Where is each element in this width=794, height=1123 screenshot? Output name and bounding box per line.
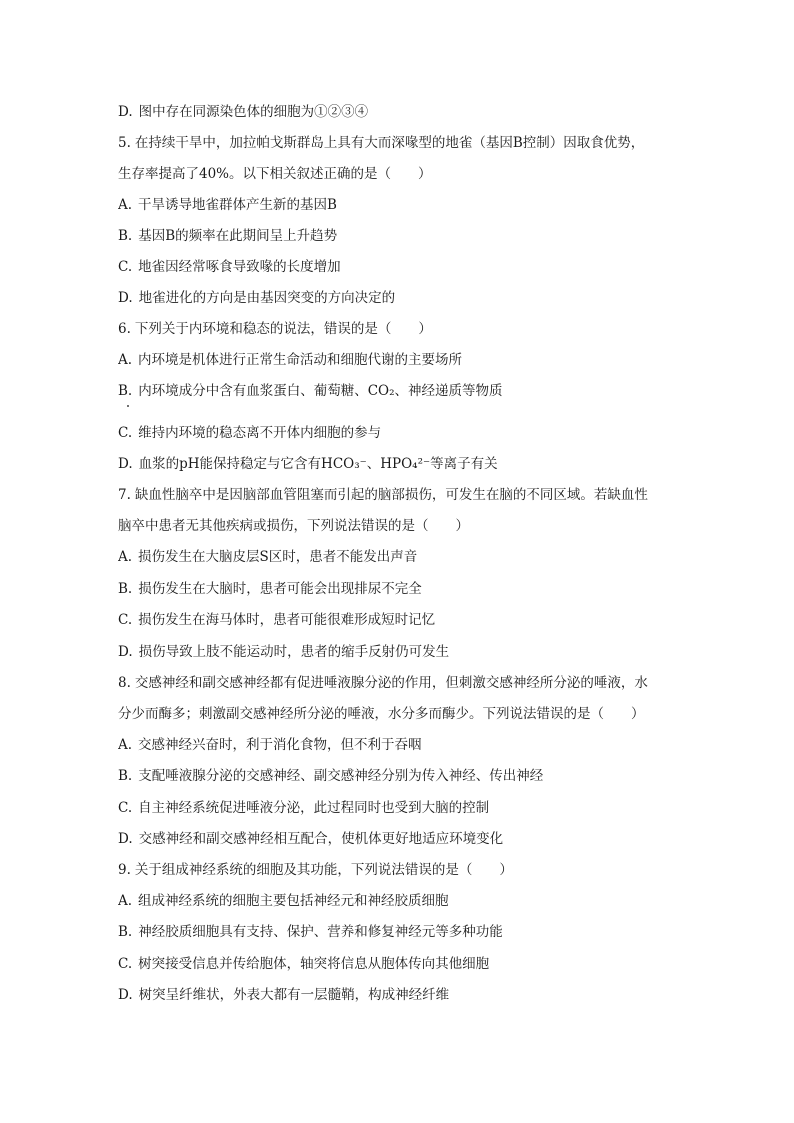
question-5-stem-cont: 生存率提高了40%。以下相关叙述正确的是（ ） <box>118 166 432 182</box>
q8-option-c: C. 自主神经系统促进唾液分泌，此过程同时也受到大脑的控制 <box>118 800 490 816</box>
q7-option-a: A. 损伤发生在大脑皮层S区时，患者不能发出声音 <box>118 549 418 565</box>
q5-option-b: B. 基因B的频率在此期间呈上升趋势 <box>118 228 338 244</box>
q9-option-d: D. 树突呈纤维状，外表大都有一层髓鞘，构成神经纤维 <box>118 987 450 1003</box>
q6-option-d: D. 血浆的pH能保持稳定与它含有HCO₃⁻、HPO₄²⁻等离子有关 <box>118 456 498 472</box>
q9-option-b: B. 神经胶质细胞具有支持、保护、营养和修复神经元等多种功能 <box>118 924 503 940</box>
q5-option-d: D. 地雀进化的方向是由基因突变的方向决定的 <box>118 290 396 306</box>
q6-option-b: B. 内环境成分中含有血浆蛋白、葡萄糖、CO₂、神经递质等物质 <box>118 383 503 399</box>
q7-option-d: D. 损伤导致上肢不能运动时，患者的缩手反射仍可发生 <box>118 644 450 660</box>
q6-option-a: A. 内环境是机体进行正常生命活动和细胞代谢的主要场所 <box>118 352 463 368</box>
q7-option-b: B. 损伤发生在大脑时，患者可能会出现排尿不完全 <box>118 581 422 597</box>
question-8-stem-cont: 分少而酶多；刺激副交感神经所分泌的唾液，水分多而酶少。下列说法错误的是（ ） <box>118 706 645 722</box>
question-6-stem: 6. 下列关于内环境和稳态的说法，错误的是（ ） <box>118 321 432 337</box>
q8-option-b: B. 支配唾液腺分泌的交感神经、副交感神经分别为传入神经、传出神经 <box>118 768 544 784</box>
q8-option-a: A. 交感神经兴奋时，利于消化食物，但不利于吞咽 <box>118 737 422 753</box>
question-9-stem: 9. 关于组成神经系统的细胞及其功能，下列说法错误的是（ ） <box>118 862 513 878</box>
q6-option-c: C. 维持内环境的稳态离不开体内细胞的参与 <box>118 425 382 441</box>
question-7-stem: 7. 缺血性脑卒中是因脑部血管阻塞而引起的脑部损伤，可发生在脑的不同区域。若缺血性 <box>118 487 648 503</box>
stray-dot <box>127 405 129 407</box>
q5-option-a: A. 干旱诱导地雀群体产生新的基因B <box>118 197 337 213</box>
q5-option-c: C. 地雀因经常啄食导致喙的长度增加 <box>118 259 341 275</box>
q9-option-a: A. 组成神经系统的细胞主要包括神经元和神经胶质细胞 <box>118 893 449 909</box>
q9-option-c: C. 树突接受信息并传给胞体，轴突将信息从胞体传向其他细胞 <box>118 956 490 972</box>
q7-option-c: C. 损伤发生在海马体时，患者可能很难形成短时记忆 <box>118 612 436 628</box>
question-5-stem: 5. 在持续干旱中，加拉帕戈斯群岛上具有大而深喙型的地雀（基因B控制）因取食优势， <box>118 135 645 151</box>
question-7-stem-cont: 脑卒中患者无其他疾病或损伤，下列说法错误的是（ ） <box>118 518 469 534</box>
q8-option-d: D. 交感神经和副交感神经相互配合，使机体更好地适应环境变化 <box>118 831 504 847</box>
question-8-stem: 8. 交感神经和副交感神经都有促进唾液腺分泌的作用，但刺激交感神经所分泌的唾液，水 <box>118 675 648 691</box>
q4-option-d: D. 图中存在同源染色体的细胞为①②③④ <box>118 104 369 120</box>
